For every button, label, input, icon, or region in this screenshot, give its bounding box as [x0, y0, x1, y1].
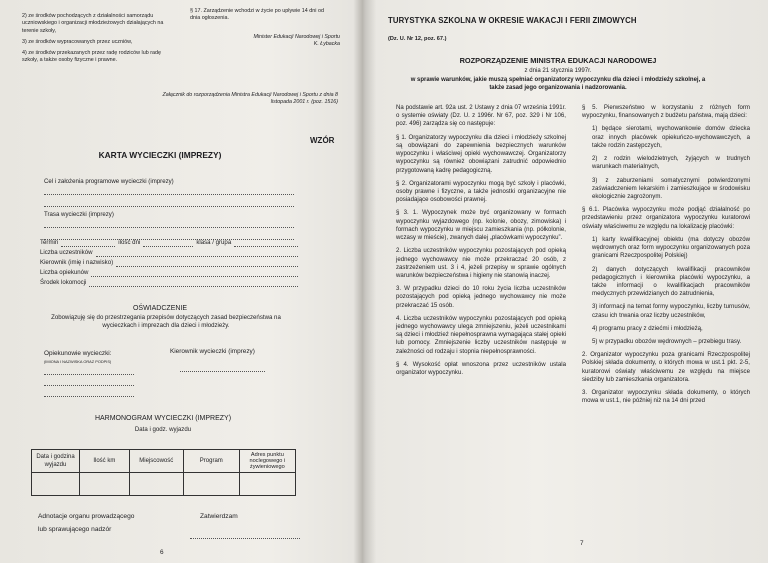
trip-details [40, 238, 298, 287]
table-header: Data i godzina wyjazdu [32, 450, 80, 473]
carers-count-label: Liczba opiekunów [40, 268, 89, 276]
reference: (Dz. U. Nr 12, poz. 67.) [388, 36, 447, 42]
participants-label: Liczba uczestników [40, 248, 93, 256]
statement-text: Zobowiązuję się do przestrzegania przepisów dotyczących zasad bezpieczeństwa na wycieczkach i imprezach dla dzieci i młodzieży. [51, 314, 281, 330]
list-item: 3) informacji na temat formy wypoczynku, liczby turnusów, czasu ich trwania oraz liczby uczestników, [592, 303, 750, 319]
list-item: 3) z zaburzeniami somatycznymi potwierdzonymi zaświadczeniem lekarskim i zamieszkujące w środowisku ekologicznie zagrożonym. [592, 176, 750, 200]
text-column-right [582, 104, 750, 411]
goal-line [44, 186, 294, 195]
table-header: Ilość km [80, 450, 130, 473]
transport-row [40, 277, 298, 287]
carers-label: Opiekunowie wycieczki: [44, 350, 112, 357]
list-item: 3) ze środków wypracowanych przez uczniów, [22, 38, 133, 45]
left-page [0, 0, 358, 563]
approval-signature-line [190, 538, 300, 539]
paragraph-2: § 2. Organizatorami wypoczynku mogą być szkoły i placówki, osoby prawne i fizyczne, a także jednostki organizacyjne nie posiadające osobowości prawnej. [396, 179, 566, 204]
paragraph-6-3: 3. Organizator wypoczynku składa dokumenty, o których mowa w ust.1, nie później niż na 14 dni przed [582, 389, 750, 405]
route-field [44, 211, 294, 240]
paragraph-3-3: 3. W przypadku dzieci do 10 roku życia liczba uczestników pozostających pod opieką jednego wychowawcy nie może przekraczać 15 osób. [396, 285, 566, 309]
text-column-left [396, 104, 566, 382]
paragraph-3-4: 4. Liczba uczestników wypoczynku pozostających pod opieką jednego wychowawcy ulega zmniejszeniu, jeżeli uczestnikami są dzieci i młodzież niepełnosprawna wymagająca stałej opieki lub pomocy. Zmniejszenie liczby uczestników następuje w zależności od rodzaju i stopnia niepełnosprawności. [396, 314, 566, 355]
table-header: Miejscowość [129, 450, 183, 473]
approval-left-line2: lub sprawującego nadzór [38, 525, 112, 533]
route-label: Trasa wycieczki (imprezy) [44, 211, 114, 218]
annex-note: Załącznik do rozporządzenia Ministra Edukacji Narodowej i Sportu z dnia 8 listopada 2001 r. (poz. 1516) [162, 92, 338, 106]
route-line [44, 219, 294, 228]
leader-sign-block [170, 348, 290, 372]
transport-label: Środek lokomocji [40, 278, 87, 286]
class-label: klasa / grupa [196, 238, 232, 246]
list-item: 1) będące sierotami, wychowankowie domów dziecka oraz innych placówek opiekuńczo-wychowawczych, a także rodzin zastępczych, [592, 125, 750, 149]
days-label: ilość dni [118, 238, 141, 246]
approval-right: Zatwierdzam [200, 513, 238, 520]
schedule-title: HARMONOGRAM WYCIECZKI (IMPREZY) [94, 415, 232, 422]
carers-sublabel: (IMIONA I NAZWISKA ORAZ PODPIS) [44, 358, 112, 364]
table-header-row [32, 450, 296, 473]
list-item: 2) danych dotyczących kwalifikacji pracowników pedagogicznych i kierownika placówki wypoczynku, a także informacji o kwalifikacjach pracowników medycznych przewidzianych do zatrudnienia, [592, 265, 750, 298]
page-number-left: 6 [160, 549, 164, 556]
leader-row [40, 257, 298, 267]
table-row [32, 473, 296, 496]
term-row [40, 238, 298, 247]
table-header: Adres punktu noclegowego i żywieniowego [239, 450, 295, 473]
minister-name: K. Łybacka [313, 41, 340, 48]
list-item: 5) w przypadku obozów wędrownych – przebiegu trasy. [592, 338, 742, 346]
right-page [368, 0, 768, 563]
final-paragraph: § 17. Zarządzenie wchodzi w życie po upływie 14 dni od dnia ogłoszenia. [190, 8, 324, 22]
leader-sign-label: Kierownik wycieczki (imprezy) [170, 348, 255, 355]
paragraph-3-2: 2. Liczba uczestników wypoczynku pozostających pod opieką jednego wychowawcy nie może przekraczać 20 osób, z zastrzeżeniem ust. 3 i 4, jeżeli przepisy w sprawie ogólnych warunków bezpieczeństwa i higieny nie stanowią inaczej. [396, 247, 566, 279]
statement-title: OŚWIADCZENIE [132, 305, 188, 312]
carers-block [44, 350, 154, 397]
minister-title: Minister Edukacji Narodowej i Sportu [253, 34, 340, 40]
list-item: 2) ze środków pochodzących z działalności samorządu uczniowskiego i organizacji młodzieżowych działających na terenie szkoły, [22, 13, 164, 34]
term-label: Termin [40, 238, 59, 246]
schedule-subtitle: Data i godz. wyjazdu [134, 426, 192, 433]
regulation-subject: w sprawie warunków, jakie muszą spełniać organizatorzy wypoczynku dla dzieci i młodzieży szkolnej, a także zasad jego organizowania i nadzorowania. [410, 77, 706, 92]
goal-label: Cel i założenia programowe wycieczki (imprezy) [44, 178, 174, 185]
top-list-left [22, 13, 170, 69]
regulation-date: z dnia 21 stycznia 1997r. [524, 67, 592, 74]
approval-left [38, 513, 134, 535]
paragraph-5: § 5. Pierwszeństwo w korzystaniu z różnych form wypoczynku, finansowanych z budżetu państwa, mają dzieci: [582, 104, 750, 120]
carers-count-row [40, 267, 298, 277]
card-title: KARTA WYCIECZKI (IMPREZY) [98, 150, 222, 160]
approval-left-line1: Adnotacje organu prowadzącego [38, 513, 135, 520]
list-item: 1) karty kwalifikacyjnej obiektu (ma dotyczy obozów wędrownych oraz form wypoczynku organizowanych poza granicami Rzeczpospolitej Polskiej) [592, 235, 750, 260]
paragraph-3-1: § 3. 1. Wypoczynek może być organizowany w formach wypoczynku wyjazdowego (np. kolonie, obozy, zimowiska) i formach wypoczynku w miejscu zamieszkania (np. półkolonie, wczasy w mieście), zwanych dalej „placówkami wypoczynku”. [396, 209, 566, 242]
section-title: TURYSTYKA SZKOLNA W OKRESIE WAKACJI I FERII ZIMOWYCH [388, 16, 637, 25]
paragraph-6-2: 2. Organizator wypoczynku poza granicami Rzeczpospolitej Polskiej składa dokumenty, o których mowa w ust.1 pkt. 2-5, kuratorowi oświaty właściwemu ze względu na miejsce siedziby lub zamieszkania organizatora. [582, 351, 750, 383]
basis-paragraph: Na podstawie art. 92a ust. 2 Ustawy z dnia 07 września 1991r. o systemie oświaty (Dz. U. z 1996r. Nr 67, poz. 329 i Nr 106, poz. 496) zarządza się co następuje: [396, 104, 566, 128]
list-item: 4) programu pracy z dziećmi i młodzieżą, [592, 324, 703, 332]
goal-line-2 [44, 195, 294, 207]
minister-signature [230, 34, 340, 48]
regulation-title: ROZPORZĄDZENIE MINISTRA EDUKACJI NARODOWEJ [459, 56, 657, 65]
list-item: 4) ze środków przekazanych przez radę rodziców lub radę szkoły, a także osoby fizyczne i prawne. [22, 50, 162, 64]
paragraph-6-1: § 6.1. Placówka wypoczynku może podjąć działalność po przedstawieniu przez organizatora wypoczynku kuratorowi oświaty właściwemu ze względu na lokalizację placówki: [582, 206, 750, 230]
wzor-label: WZÓR [310, 136, 335, 145]
table-header: Program [183, 450, 239, 473]
paragraph-1: § 1. Organizatorzy wypoczynku dla dzieci i młodzieży szkolnej są obowiązani do zapewnienia bezpiecznych warunków wypoczynku i właściwej opieki wychowawczej. Organizatorzy wypoczynku są również obowiązani zatrudnić odpowiednio przygotowaną kadrę pedagogiczną. [396, 133, 566, 174]
paragraph-4: § 4. Wysokość opłat wnoszona przez uczestników ustala organizator wypoczynku. [396, 360, 566, 377]
page-number-right: 7 [580, 540, 584, 547]
goal-field [44, 178, 294, 207]
list-item: 2) z rodzin wielodzietnych, żyjących w trudnych warunkach materialnych, [592, 155, 750, 171]
leader-field-label: Kierownik (imię i nazwisko) [40, 258, 114, 266]
participants-row [40, 247, 298, 257]
schedule-table [31, 449, 296, 496]
